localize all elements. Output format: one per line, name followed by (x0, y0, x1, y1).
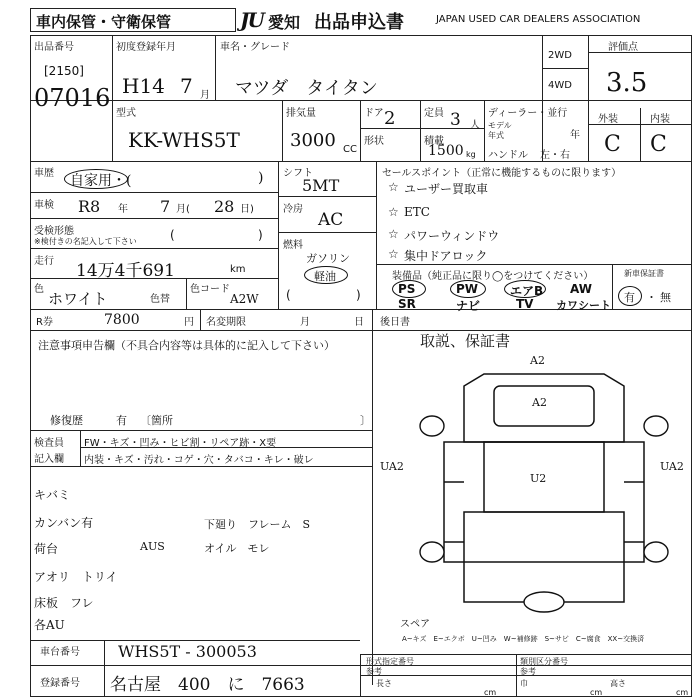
warranty-label: 新車保証書 (624, 269, 664, 278)
notes-label: 注意事項申告欄（不具合内容等は具体的に記入して下さい） (38, 339, 335, 352)
lot-number: 07016 (34, 84, 111, 112)
diagram-wheel-fl (420, 416, 444, 436)
interior-label: 内装 (650, 114, 670, 125)
fuel-open: ( (286, 288, 291, 302)
doors-value: 2 (384, 108, 396, 129)
sales-point-1: ユーザー買取車 (404, 182, 489, 196)
reception-close: ) (258, 228, 263, 242)
steering-label: ハンドル (488, 150, 528, 161)
dim-height-unit: cm (676, 688, 689, 697)
equip-pw: PW (456, 282, 479, 296)
name-change-month: 月 (300, 317, 310, 328)
shift-value: 5MT (302, 176, 340, 195)
inspection-year: R8 (78, 197, 101, 216)
rating-value: 3.5 (606, 68, 648, 98)
displacement-label: 排気量 (286, 108, 316, 119)
inspector-aus-note: AUS (140, 540, 165, 553)
diagram-body (444, 442, 644, 562)
equip-navi: ナビ (456, 299, 481, 313)
doors-label: ドア (364, 108, 384, 119)
history-value: 自家用・( (70, 173, 132, 189)
doc-title: 出品申込書 (314, 12, 404, 33)
diagram-wheel-rr (644, 542, 668, 562)
dim-length-label: 長さ (376, 679, 392, 688)
diagram-mark-5: UA2 (660, 460, 684, 473)
plate-label: 登録番号 (40, 678, 80, 689)
inspector-note-1: キバミ (34, 488, 71, 502)
inspection-day: 28 (214, 197, 235, 216)
diagram-mark-2: A2 (532, 396, 547, 409)
recycle-label: R券 (36, 317, 53, 328)
dim-height-label: 高さ (610, 679, 626, 688)
history-label: 車歴 (34, 168, 54, 179)
diagram-bed (464, 512, 624, 602)
interior-grade: C (650, 132, 667, 157)
drive-2wd: 2WD (548, 50, 572, 61)
color-value: ホワイト (48, 290, 108, 308)
car-name-label: 車名・グレード (220, 42, 290, 53)
inspector-legend-2: 内装・キズ・汚れ・コゲ・穴・タバコ・キレ・破レ (84, 455, 314, 466)
equip-sr: SR (398, 297, 416, 311)
equip-airbag-circle (504, 280, 546, 298)
diagram-spare-label: スペア (400, 619, 430, 630)
inspector-note-right-1: 下廻り フレーム S (204, 518, 311, 531)
load-label: 積載 (424, 136, 444, 147)
diagram-legend: A~キズ E~エクボ U~凹み W~補修跡 S~サビ C~腐食 XX~交換済 (402, 635, 645, 643)
diagram-mark-1: A2 (530, 354, 545, 367)
capacity-unit: 人 (470, 120, 480, 131)
cert-right-label: 類別区分番号 (520, 657, 568, 666)
inspector-note-5: 床板 フレ (34, 596, 94, 610)
chassis-value: WHS5T - 300053 (118, 642, 257, 661)
diagram-wheel-rl (420, 542, 444, 562)
reception-note: ※検付きの名記入して下さい (34, 237, 137, 246)
sales-point-star-4: ☆ (388, 247, 399, 261)
repair-close: 〕 (360, 414, 371, 427)
displacement-value: 3000 (290, 130, 336, 151)
mileage-label: 走行 (34, 256, 54, 267)
equip-tv: TV (516, 297, 534, 311)
equip-airbag: エアB (510, 284, 544, 298)
equip-seat: カワシート (556, 299, 611, 312)
after-docs-value: 取説、保証書 (420, 332, 511, 350)
color-change-label: 色替 (150, 294, 170, 305)
registration-month: 7 (180, 74, 193, 98)
inspector-note-2: カンバン有 (34, 516, 94, 530)
shift-label: シフト (283, 168, 313, 179)
model-value: KK-WHS5T (128, 128, 240, 152)
dim-width-unit: cm (590, 688, 603, 697)
after-docs-label: 後日書 (380, 317, 410, 328)
drive-4wd: 4WD (548, 80, 572, 91)
exterior-grade: C (604, 132, 621, 157)
diagram-spare-wheel (524, 592, 564, 612)
model-year-label-2: 年式 (488, 131, 504, 140)
diagram-mark-3: U2 (530, 472, 547, 485)
aircon-label: 冷房 (283, 204, 303, 215)
equip-ps: PS (398, 282, 416, 296)
sales-point-4: 集中ドアロック (404, 249, 488, 263)
cert-left-label: 形式指定番号 (366, 657, 414, 666)
brand-region: 愛知 (268, 13, 301, 32)
inspection-day-unit: 日) (240, 204, 254, 215)
inspector-note-3: 荷台 (34, 542, 59, 556)
sales-points-label: セールスポイント（正常に機能するものに限ります） (382, 168, 622, 179)
model-year-unit: 年 (570, 130, 580, 141)
lot-label: 出品番号 (34, 42, 74, 53)
registration-month-unit: 月 (200, 90, 210, 101)
diagram-mark-4: UA2 (380, 460, 404, 473)
registration-year: H14 (122, 74, 165, 98)
car-name-value: マツダ タイタン (235, 78, 378, 99)
sales-point-star-2: ☆ (388, 205, 399, 219)
sales-point-star-3: ☆ (388, 227, 399, 241)
rating-label: 評価点 (608, 42, 638, 53)
equipment-label: 装備品（純正品に限り◯をつけてください） (392, 271, 594, 282)
repair-label: 修復歴 (50, 414, 83, 427)
warranty-sep: ・ (646, 291, 657, 304)
displacement-unit: CC (343, 144, 357, 155)
inspector-note-right-2: オイル モレ (204, 542, 270, 555)
warranty-yes: 有 (624, 291, 635, 304)
capacity-label: 定員 (424, 108, 444, 119)
registration-label: 初度登録年月 (116, 42, 176, 53)
sales-point-2: ETC (404, 205, 430, 219)
inspection-year-unit: 年 (118, 204, 128, 215)
inspection-label: 車検 (34, 200, 54, 211)
equip-aw: AW (570, 282, 592, 296)
history-close: ) (258, 170, 264, 186)
cert-right-value-label: 参考 (520, 667, 536, 676)
ju-logo: JU (240, 8, 263, 32)
steering-options: 左・右 (540, 150, 570, 161)
name-change-day: 日 (354, 317, 364, 328)
reception-label: 受検形態 (34, 226, 74, 237)
fuel-label: 燃料 (283, 240, 303, 251)
warranty-no: 無 (660, 291, 671, 304)
inspector-note-6: 各AU (34, 618, 65, 632)
load-unit: kg (466, 150, 476, 159)
equip-ps-circle (392, 280, 426, 298)
association-name: JAPAN USED CAR DEALERS ASSOCIATION (436, 14, 641, 25)
recycle-value: 7800 (104, 312, 140, 328)
inspector-label-1: 検査員 (34, 438, 64, 449)
exterior-label: 外装 (598, 114, 618, 125)
aircon-value: AC (318, 210, 344, 230)
sales-point-3: パワーウィンドウ (404, 229, 500, 243)
sales-point-star-1: ☆ (388, 180, 399, 194)
capacity-value: 3 (450, 110, 461, 130)
dealer-label: ディーラー・並行 (488, 108, 568, 119)
vehicle-diagram (374, 352, 692, 630)
repair-part: 〔箇所 (140, 414, 173, 427)
plate-value: 名古屋 400 に 7663 (110, 675, 305, 695)
inspector-legend-1: FW・キズ・凹み・ヒビ割・リペア跡・X要 (84, 438, 277, 449)
inspection-month-unit: 月( (176, 204, 190, 215)
model-year-label-1: モデル (488, 121, 512, 130)
color-code: A2W (230, 292, 259, 306)
model-label: 型式 (116, 108, 136, 119)
inspection-month: 7 (160, 197, 171, 216)
repair-value: 有 (116, 414, 127, 427)
dim-length-unit: cm (484, 688, 497, 697)
diagram-wheel-fr (644, 416, 668, 436)
inspector-note-4: アオリ トリイ (34, 570, 118, 584)
fuel-close: ) (356, 288, 361, 302)
cert-left-value-label: 参考 (366, 667, 382, 676)
mileage-value: 14万4千691 (76, 261, 175, 281)
dim-width-label: 巾 (520, 679, 528, 688)
fuel-gasoline: ガソリン (306, 252, 350, 265)
load-value: 1500 (428, 143, 464, 159)
color-label: 色 (34, 284, 44, 295)
fuel-diesel: 軽油 (314, 270, 336, 283)
equip-pw-circle (450, 280, 486, 298)
recycle-unit: 円 (184, 317, 194, 328)
reception-open: ( (170, 228, 175, 242)
name-change-label: 名変期限 (206, 317, 246, 328)
color-code-label: 色コード (190, 284, 230, 295)
lot-sub-number: [2150] (44, 64, 84, 78)
chassis-label: 車台番号 (40, 647, 80, 658)
inspector-label-2: 記入欄 (34, 454, 64, 465)
storage-title: 車内保管・守衛保管 (36, 13, 172, 31)
storage-title-box (30, 8, 236, 32)
mileage-unit: km (230, 264, 246, 275)
shape-label: 形状 (364, 136, 384, 147)
